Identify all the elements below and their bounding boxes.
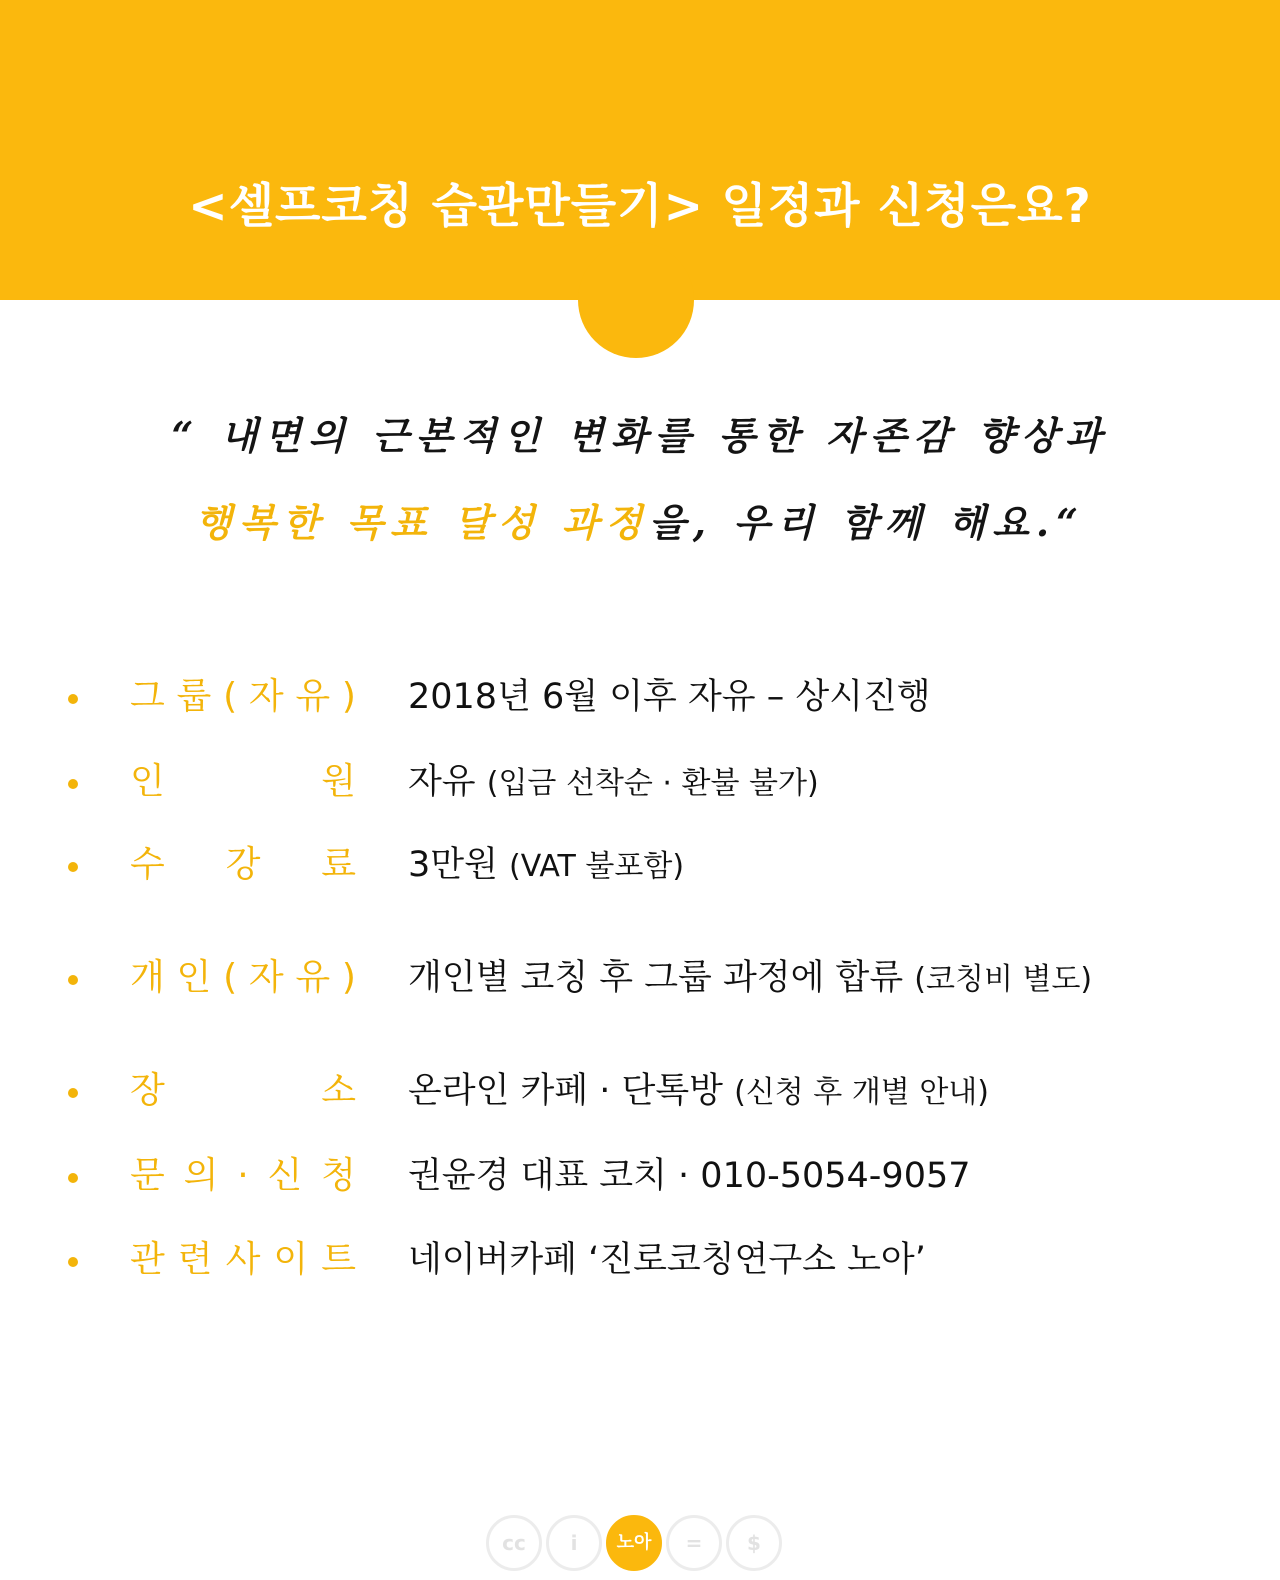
bullet-icon [68, 779, 78, 789]
label-char: 강 [225, 844, 261, 885]
label-char: 그 [130, 676, 165, 717]
value-note: (코칭비 별도) [914, 962, 1093, 997]
label-char: 신 [267, 1155, 303, 1196]
info-value [408, 752, 819, 812]
label-char: ( [223, 676, 238, 717]
label-char: ) [341, 957, 356, 998]
label-char: 사 [225, 1239, 261, 1280]
value-note: (입금 선착순 · 환불 불가) [486, 766, 819, 801]
page-title: <셀프코칭 습관만들기> 일정과 신청은요? [188, 179, 1092, 234]
label-char: 이 [273, 1239, 309, 1280]
bullet-icon [68, 1173, 78, 1183]
info-row [0, 948, 1280, 1008]
value-note: (VAT 불포함) [509, 849, 685, 884]
label-char: 인 [176, 957, 212, 998]
info-value [408, 667, 931, 727]
info-row [0, 1061, 1280, 1121]
label-char: 소 [321, 1070, 356, 1111]
label-char: 인 [130, 761, 165, 802]
info-label [130, 667, 356, 727]
bullet-icon [68, 862, 78, 872]
label-char: 자 [248, 676, 284, 717]
label-char: 료 [321, 844, 356, 885]
value-text: 자유 [408, 762, 487, 802]
label-char: ) [341, 676, 356, 717]
quote-line-2-rest: 을, 우리 함께 해요.“ [649, 500, 1086, 545]
label-char: 문 [130, 1155, 165, 1196]
info-label [130, 1230, 356, 1290]
value-text: 2018년 6월 이후 자유 – 상시진행 [408, 677, 931, 717]
value-text: 개인별 코칭 후 그룹 과정에 합류 [408, 958, 915, 998]
bullet-icon [68, 1257, 78, 1267]
quote-highlight: 행복한 목표 달성 과정 [194, 500, 650, 545]
label-char: 련 [177, 1239, 213, 1280]
label-char: 룹 [176, 676, 212, 717]
info-value [408, 1230, 926, 1290]
info-row [0, 1146, 1280, 1206]
bullet-icon [68, 975, 78, 985]
label-char: 트 [321, 1239, 356, 1280]
label-char: 의 [183, 1155, 219, 1196]
value-text: 온라인 카페 · 단톡방 [408, 1071, 735, 1111]
license-icons [486, 1515, 786, 1569]
attribution-icon: i [546, 1515, 602, 1571]
value-text: 네이버카페 ‘진로코칭연구소 노아’ [408, 1240, 926, 1280]
cc-icon: cc [486, 1515, 542, 1571]
info-row [0, 835, 1280, 895]
non-commercial-icon: $ [726, 1515, 782, 1571]
label-char: 유 [295, 676, 331, 717]
bullet-icon [68, 694, 78, 704]
value-text: 3만원 [408, 845, 510, 885]
info-label [130, 835, 356, 895]
bullet-icon [68, 1088, 78, 1098]
info-value [408, 1061, 989, 1121]
label-char: 원 [321, 761, 356, 802]
info-row [0, 1230, 1280, 1290]
info-label [130, 1146, 356, 1206]
label-char: 청 [321, 1155, 356, 1196]
label-char: 개 [130, 957, 165, 998]
label-char: · [237, 1155, 249, 1196]
label-char: 유 [295, 957, 331, 998]
info-label [130, 1061, 356, 1121]
info-value [408, 1146, 971, 1206]
info-label [130, 948, 356, 1008]
label-char: 장 [130, 1070, 165, 1111]
label-char: 관 [130, 1239, 165, 1280]
info-value [408, 835, 684, 895]
info-value [408, 948, 1092, 1008]
info-row [0, 667, 1280, 727]
noa-icon: 노아 [606, 1515, 662, 1571]
info-row [0, 752, 1280, 812]
value-text: 권윤경 대표 코치 · 010-5054-9057 [408, 1156, 971, 1196]
label-char: 자 [248, 957, 284, 998]
no-derivatives-icon: = [666, 1515, 722, 1571]
label-char: 수 [130, 844, 165, 885]
label-char: ( [223, 957, 238, 998]
quote-line-1: “ 내면의 근본적인 변화를 통한 자존감 향상과 [171, 413, 1109, 458]
info-label [130, 752, 356, 812]
value-note: (신청 후 개별 안내) [734, 1075, 989, 1110]
